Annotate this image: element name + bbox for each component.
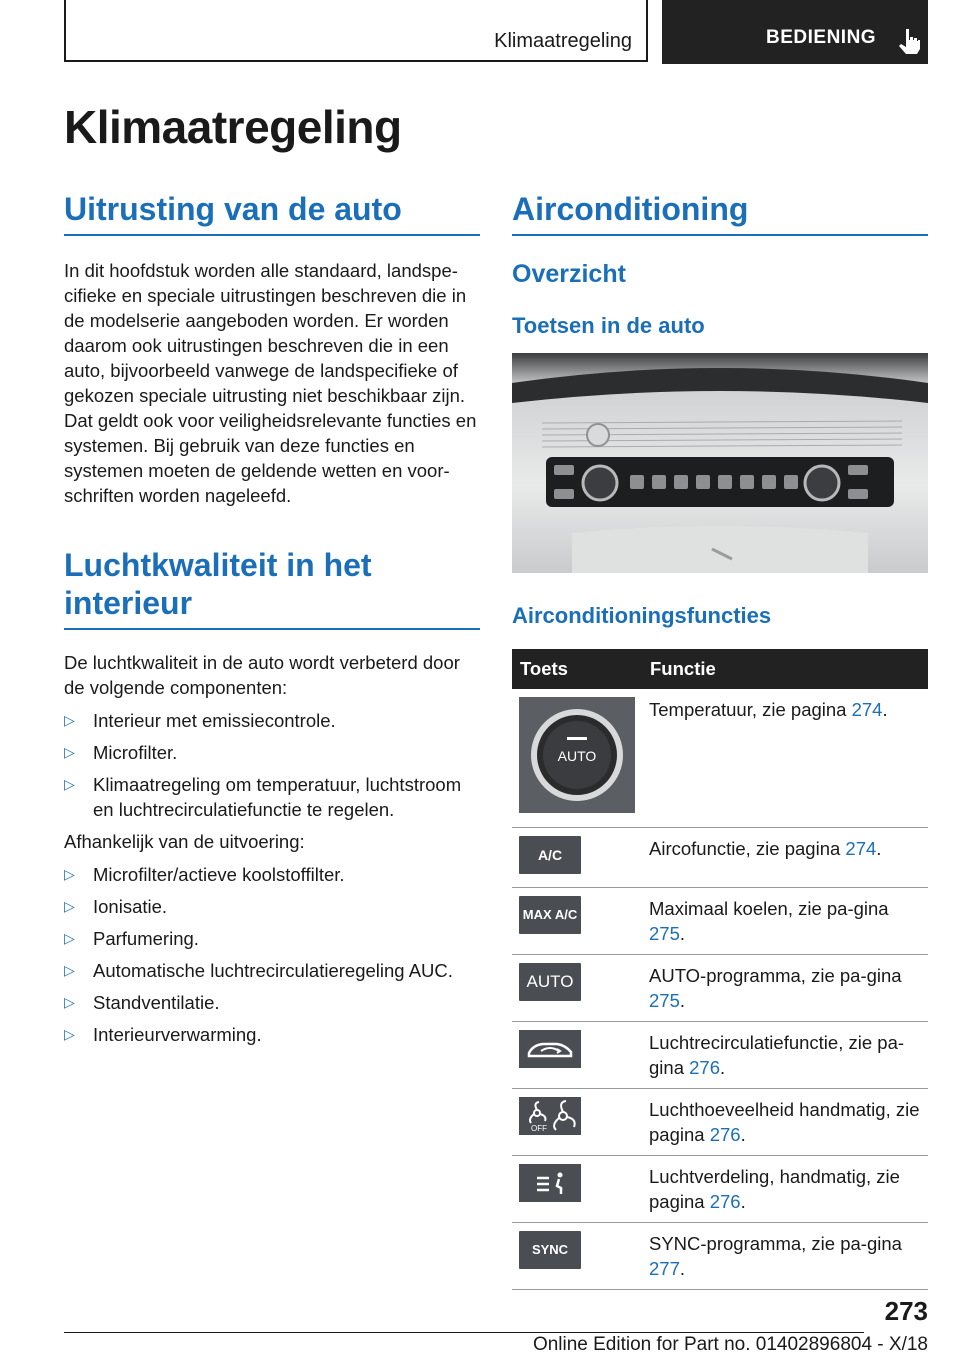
- sync-button-icon: SYNC: [519, 1231, 581, 1269]
- paragraph-dependency: Afhankelijk van de uitvoering:: [64, 831, 305, 852]
- table-row: AUTO AUTO-programma, zie pa-gina 275.: [512, 955, 928, 1022]
- triangle-bullet-icon: ▷: [64, 744, 75, 760]
- list-item: ▷ Ionisatie.: [64, 896, 168, 917]
- triangle-bullet-icon: ▷: [64, 866, 75, 882]
- triangle-bullet-icon: ▷: [64, 712, 75, 728]
- svg-text:AUTO: AUTO: [557, 748, 597, 764]
- page-header: [64, 0, 928, 64]
- air-distribution-button-icon: [519, 1164, 581, 1202]
- page-title: Klimaatregeling: [64, 101, 402, 153]
- paragraph-air-quality: De luchtkwaliteit in de auto wordt verbeterd door de volgende componenten:: [64, 652, 460, 698]
- page-number: 273: [884, 1296, 928, 1326]
- recirculation-button-icon: [519, 1030, 581, 1068]
- heading-ac-functions: Airconditioningsfuncties: [512, 603, 772, 628]
- max-ac-button-icon: MAX A/C: [519, 896, 581, 934]
- table-row: OFF Luchthoeveelheid handmatig, zie pagina 276.: [512, 1089, 928, 1156]
- auto-button-icon: AUTO: [519, 963, 581, 1001]
- table-row: Luchtverdeling, handmatig, zie pagina 276.: [512, 1156, 928, 1223]
- triangle-bullet-icon: ▷: [64, 930, 75, 946]
- footer-rule: [64, 1332, 864, 1333]
- column-header-function: Functie: [642, 649, 928, 689]
- triangle-bullet-icon: ▷: [64, 898, 75, 914]
- header-section-box: [64, 0, 648, 62]
- heading-overview: Overzicht: [512, 260, 626, 288]
- header-chapter-name: BEDIENING: [766, 27, 877, 48]
- list-item: ▷ Interieurverwarming.: [64, 1024, 262, 1045]
- list-item: ▷ Microfilter.: [64, 742, 178, 763]
- paragraph-equipment: In dit hoofdstuk worden alle standaard, landspe-cifieke en speciale uitrustingen beschreven die in de modelserie aangeboden worden. Er worden daarom ook uitrustingen beschreven die in een auto, bijvoorbeeld vanwege de landspecifieke of gekozen speciale uitrusting niet beschikbaar zijn. Dat geldt ook voor veiligheidsrelevante functies en systemen. Bij gebruik van deze functies en systemen moeten de geldende wetten en voor-schriften worden nageleefd.: [64, 260, 477, 506]
- list-item: ▷ Parfumering.: [64, 928, 199, 949]
- right-column: [512, 190, 928, 1290]
- fan-speed-button-icon: [519, 1097, 581, 1135]
- list-item: ▷ Microfilter/actieve koolstoffilter.: [64, 864, 345, 885]
- option-list: [64, 862, 480, 1047]
- heading-equipment: Uitrusting van de auto: [64, 190, 480, 236]
- header-section-name: Klimaatregeling: [494, 30, 632, 52]
- ac-functions-table: [512, 649, 928, 1290]
- triangle-bullet-icon: ▷: [64, 776, 75, 792]
- heading-air-quality: Luchtkwaliteit in het interieur: [64, 547, 372, 621]
- heading-airconditioning: Airconditioning: [512, 190, 928, 236]
- list-item: ▷ Klimaatregeling om temperatuur, luchtstroom en luchtrecirculatiefunctie te regelen.: [64, 774, 462, 820]
- pointing-hand-icon: [898, 28, 920, 54]
- list-item: ▷ Interieur met emissiecontrole.: [64, 710, 336, 731]
- component-list: [64, 708, 480, 822]
- table-row: A/C Aircofunctie, zie pagina 274.: [512, 828, 928, 888]
- triangle-bullet-icon: ▷: [64, 1026, 75, 1042]
- left-column: [64, 190, 480, 1054]
- triangle-bullet-icon: ▷: [64, 994, 75, 1010]
- ac-button-icon: A/C: [519, 836, 581, 874]
- temperature-knob-icon: [519, 697, 635, 813]
- table-row: AUTO Temperatuur, zie pagina 274.: [512, 689, 928, 828]
- table-row: Luchtrecirculatiefunctie, zie pa-gina 276.: [512, 1022, 928, 1089]
- dashboard-climate-panel-photo: [512, 353, 928, 573]
- table-row: SYNC SYNC-programma, zie pa-gina 277.: [512, 1223, 928, 1290]
- column-header-key: Toets: [512, 649, 642, 689]
- svg-text:OFF: OFF: [531, 1124, 547, 1133]
- header-chapter-box: [662, 0, 928, 64]
- edition-note: Online Edition for Part no. 01402896804 - X/18: [532, 1334, 928, 1355]
- table-row: MAX A/C Maximaal koelen, zie pa-gina 275.: [512, 888, 928, 955]
- heading-keys-in-car: Toetsen in de auto: [512, 313, 705, 338]
- list-item: ▷ Standventilatie.: [64, 992, 220, 1013]
- list-item: ▷ Automatische luchtrecirculatieregeling AUC.: [64, 960, 453, 981]
- triangle-bullet-icon: ▷: [64, 962, 75, 978]
